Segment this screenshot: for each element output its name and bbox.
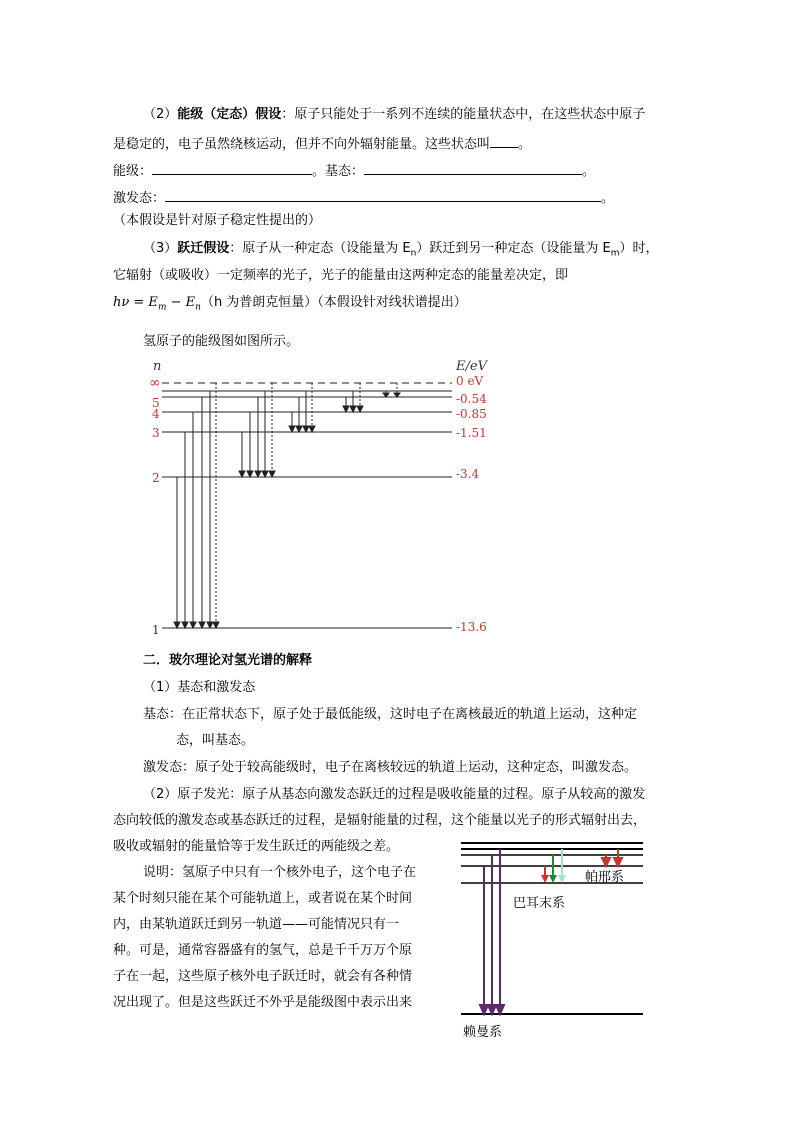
assumption-transition-line1: （3）跃迁假设：原子从一种定态（设能量为 $E_n$）跃迁到另一种定态（设能量为 $E_m$）时， (143, 241, 659, 259)
e-label-4: -0.85 (456, 407, 487, 421)
note-line-2: 某个时刻只能在某个可能轨道上，或者说在某个时间 (113, 891, 413, 906)
n-label-1: 1 (152, 623, 160, 637)
note-stability: （本假设是针对原子稳定性提出的） (113, 213, 322, 228)
note-line-3: 内，由某轨道跃迁到另一轨道——可能情况只有一 (113, 917, 400, 932)
energy-axis-label: E/eV (456, 359, 487, 374)
ground-state-def-line2: 态，叫基态。 (176, 733, 255, 748)
diagram-caption: 氢原子的能级图如图所示。 (143, 334, 300, 349)
e-label-inf: 0 eV (456, 374, 484, 388)
balmer-series-arrows (541, 849, 566, 883)
ground-state-def-line1: 基态：在正常状态下，原子处于最低能级，这时电子在离核最近的轨道上运动，这种定 (143, 707, 638, 722)
lyman-series-arrows (480, 849, 504, 1014)
lyman-series-label: 赖曼系 (463, 1025, 503, 1040)
fill-blank (165, 187, 601, 202)
fill-blank (364, 160, 582, 175)
paschen-series-label: 帕邢系 (585, 870, 625, 885)
assumption-transition-line2: 它辐射（或吸收）一定频率的光子，光子的能量由这两种定态的能量差决定，即 (113, 268, 569, 283)
paschen-arrows (289, 383, 315, 432)
hydrogen-energy-level-diagram (140, 352, 500, 642)
n-label-4: 4 (152, 407, 160, 421)
pfund-arrows (383, 383, 400, 397)
assumption-transition-title: 跃迁假设 (177, 241, 230, 256)
energy-level-fill-line: 能级： 。基态： 。 (113, 160, 595, 181)
note-line-4: 种。可是，通常容器盛有的氢气，总是千千万万个原 (113, 943, 413, 958)
formula: $h\nu = E_m - E_n$ (113, 295, 201, 313)
e-label-5: -0.54 (456, 392, 487, 406)
n-label-5: 5 (152, 396, 160, 410)
e-label-1: -13.6 (456, 620, 487, 634)
light-emission-line2: 态向较低的激发态或基态跃迁的过程，是辐射能量的过程，这个能量以光子的形式辐射出去， (113, 813, 647, 828)
spectral-series-diagram (455, 835, 675, 1045)
assumption-transition-line3: $h\nu = E_m - E_n(h$ 为普朗克恒量）（本假设针对线状谱提出） (113, 295, 467, 313)
note-line-6: 况出现了。但是这些跃迁不外乎是能级图中表示出来 (113, 995, 413, 1010)
assumption-energy-level-line1: （2）能级（定态）假设：原子只能处于一系列不连续的能量状态中，在这些状态中原子 (143, 107, 646, 122)
e-label-2: -3.4 (456, 467, 480, 481)
n-label-inf: ∞ (149, 375, 161, 391)
excited-state-def: 激发态：原子处于较高能级时，电子在离核较远的轨道上运动，这种定态，叫激发态。 (143, 760, 638, 775)
n-axis-label: n (153, 359, 162, 374)
light-emission-line3: 吸收或辐射的能量恰等于发生跃迁的两能级之差。 (113, 839, 400, 854)
excited-state-fill-line: 激发态： 。 (113, 187, 614, 208)
fill-blank (490, 133, 518, 148)
assumption-energy-level-title: 能级（定态）假设 (177, 107, 282, 122)
assumption-energy-level-line2: 是稳定的，电子虽然绕核运动，但并不向外辐射能量。这些状态叫 。 (113, 133, 531, 154)
note-line-1: 说明：氢原子中只有一个核外电子，这个电子在 (143, 865, 417, 880)
e-label-3: -1.51 (456, 426, 487, 440)
subheading-ground-excited: （1）基态和激发态 (143, 680, 256, 695)
section2-heading: 二．玻尔理论对氢光谱的解释 (143, 653, 313, 668)
lyman-arrows (174, 383, 219, 628)
light-emission-line1: （2）原子发光：原子从基态向激发态跃迁的过程是吸收能量的过程。原子从较高的激发 (143, 787, 646, 802)
n-label-2: 2 (152, 471, 160, 485)
fill-blank (152, 160, 312, 175)
n-label-3: 3 (152, 426, 160, 440)
paschen-series-arrows (602, 849, 622, 866)
note-line-5: 子在一起，这些原子核外电子跃迁时，就会有各种情 (113, 969, 413, 984)
balmer-series-label: 巴耳末系 (513, 896, 566, 911)
